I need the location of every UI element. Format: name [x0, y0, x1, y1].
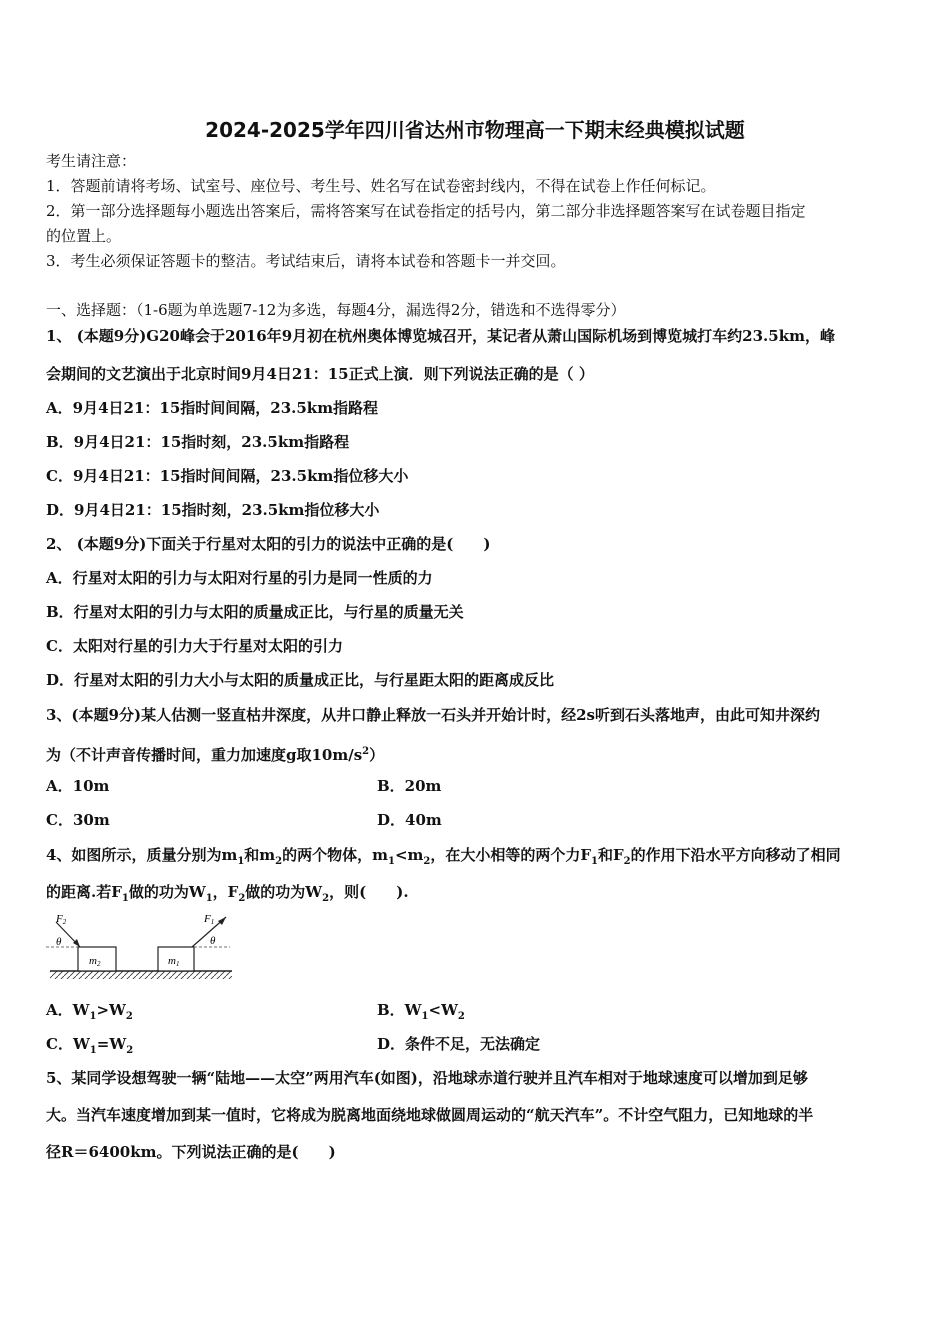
notice-heading: 考生请注意： — [46, 152, 137, 170]
notice-item-2: 2．第一部分选择题每小题选出答案后，需将答案写在试卷指定的括号内，第二部分非选择题答案写在试卷题目指定 — [46, 202, 806, 220]
label-theta-right: θ — [210, 935, 216, 947]
q3-option-d: D．40m — [377, 811, 442, 829]
q1-option-a: A．9月4日21：15指时间间隔，23.5km指路程 — [46, 399, 379, 417]
label-f1: F1 — [204, 913, 215, 926]
q4-option-d: D．条件不足，无法确定 — [377, 1035, 541, 1053]
section-heading: 一、选择题：（1-6题为单选题7-12为多选，每题4分，漏选得2分，错选和不选得零分） — [46, 301, 626, 319]
q3-option-c: C．30m — [46, 811, 110, 829]
notice-item-3: 3．考生必须保证答题卡的整洁。考试结束后，请将本试卷和答题卡一并交回。 — [46, 252, 566, 270]
q2-stem: 2、 (本题9分)下面关于行星对太阳的引力的说法中正确的是( ) — [46, 535, 491, 553]
q3-stem: 3、(本题9分)某人估测一竖直枯井深度，从井口静止释放一石头并开始计时，经2s听到石头落地声，由此可知井深约 — [46, 706, 820, 724]
q3-option-b: B．20m — [377, 777, 442, 795]
q5-stem-cont-2: 径R＝6400km。下列说法正确的是( ) — [46, 1143, 336, 1161]
q1-option-d: D．9月4日21：15指时刻，23.5km指位移大小 — [46, 501, 380, 519]
label-theta-left: θ — [56, 936, 62, 948]
notice-item-2-cont: 的位置上。 — [46, 227, 122, 245]
q4-option-a: A．$W_1>W_2$ — [46, 1001, 133, 1022]
q4-stem: 4、如图所示，质量分别为$m_1$和$m_2$的两个物体，$m_1<m_2$，在大小相等的两个力$F_1$和$F_2$的作用下沿水平方向移动了相同 — [46, 846, 841, 867]
q2-option-b: B．行星对太阳的引力与太阳的质量成正比，与行星的质量无关 — [46, 603, 464, 621]
q5-stem-cont: 大。当汽车速度增加到某一值时，它将成为脱离地面绕地球做圆周运动的“航天汽车”。不计空气阻力，已知地球的半 — [46, 1106, 814, 1124]
q4-stem-cont: 的距离.若$F_1$做的功为$W_1$，$F_2$做的功为$W_2$，则( ). — [46, 883, 409, 904]
q2-option-c: C．太阳对行星的引力大于行星对太阳的引力 — [46, 637, 343, 655]
notice-item-1: 1．答题前请将考场、试室号、座位号、考生号、姓名写在试卷密封线内，不得在试卷上作任何标记。 — [46, 177, 716, 195]
q4-force-diagram — [46, 910, 236, 982]
q1-stem-cont: 会期间的文艺演出于北京时间9月4日21：15正式上演．则下列说法正确的是（ ） — [46, 365, 594, 383]
q4-option-b: B．$W_1<W_2$ — [377, 1001, 465, 1022]
q2-option-a: A．行星对太阳的引力与太阳对行星的引力是同一性质的力 — [46, 569, 433, 587]
ground-hatching — [50, 971, 232, 979]
q2-option-d: D．行星对太阳的引力大小与太阳的质量成正比，与行星距太阳的距离成反比 — [46, 671, 555, 689]
q1-stem: 1、 (本题9分)G20峰会于2016年9月初在杭州奥体博览城召开，某记者从萧山国际机场到博览城打车约23.5km，峰 — [46, 327, 835, 345]
label-f2: F2 — [56, 913, 67, 926]
q5-stem: 5、某同学设想驾驶一辆“陆地——太空”两用汽车(如图)，沿地球赤道行驶并且汽车相对于地球速度可以增加到足够 — [46, 1069, 808, 1087]
q3-option-a: A．10m — [46, 777, 110, 795]
q1-option-b: B．9月4日21：15指时刻，23.5km指路程 — [46, 433, 350, 451]
label-m1: m1 — [168, 955, 180, 968]
q3-stem-cont: 为（不计声音传播时间，重力加速度g取$10m/s^2$） — [46, 746, 385, 764]
page-title: 2024-2025学年四川省达州市物理高一下期末经典模拟试题 — [205, 118, 745, 142]
label-m2: m2 — [89, 955, 101, 968]
q1-option-c: C．9月4日21：15指时间间隔，23.5km指位移大小 — [46, 467, 409, 485]
q4-option-c: C．$W_1=W_2$ — [46, 1035, 134, 1056]
